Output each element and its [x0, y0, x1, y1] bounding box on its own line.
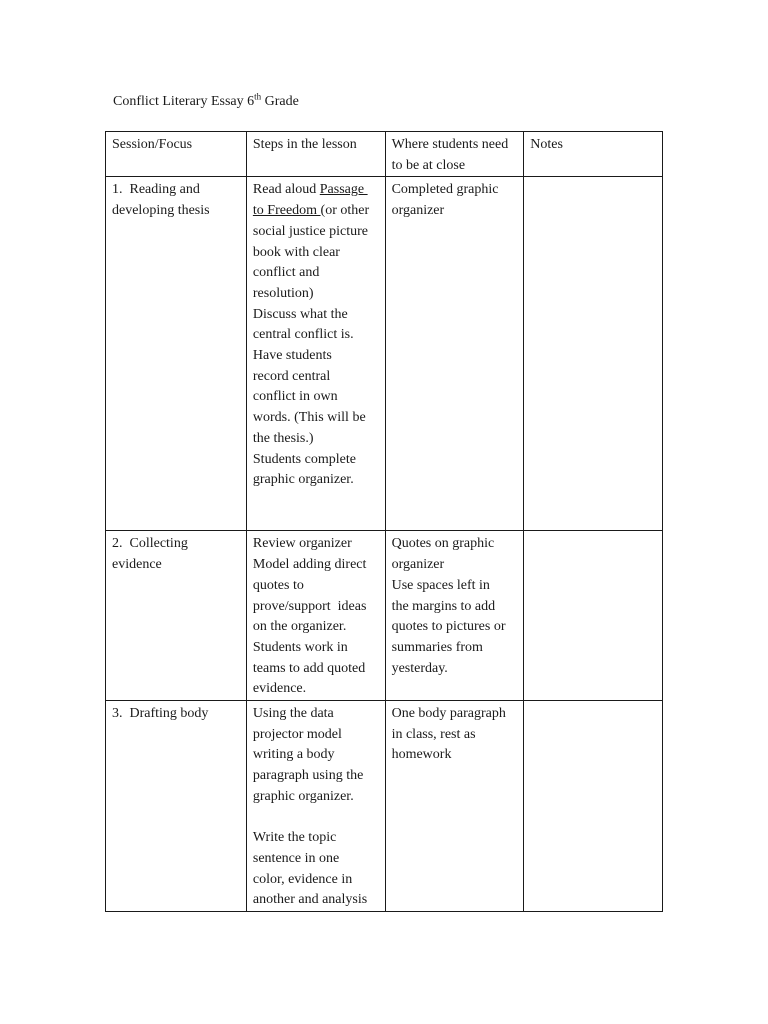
header-session-focus [106, 132, 247, 177]
header-close-line: Where students need [391, 137, 509, 152]
steps-line: teams to add quoted [252, 660, 366, 676]
table-row [106, 701, 663, 912]
steps-cell [246, 177, 385, 531]
steps-line: resolution) [252, 285, 314, 301]
close-line: organizer [391, 557, 445, 573]
session-line: evidence [112, 557, 162, 573]
close-line: summaries from [391, 639, 483, 655]
header-session-focus-text: Session/Focus [112, 137, 193, 152]
close-cell [385, 177, 524, 531]
steps-line: graphic organizer. [252, 472, 354, 488]
header-steps [246, 132, 385, 177]
header-notes [524, 132, 663, 177]
steps-line: another and analysis [252, 892, 368, 908]
session-line: 2. Collecting [112, 536, 188, 552]
close-cell [385, 531, 524, 701]
steps-line: color, evidence in [252, 871, 353, 887]
steps-line: the thesis.) [252, 430, 314, 446]
header-close [385, 132, 524, 177]
session-cell [106, 701, 247, 912]
steps-line: conflict and [252, 265, 320, 281]
close-line: yesterday. [391, 660, 448, 676]
title-suffix: Grade [261, 94, 299, 109]
steps-line: prove/support ideas [252, 598, 367, 614]
steps-line: Using the data [252, 706, 334, 722]
steps-line [253, 180, 381, 201]
session-cell [106, 531, 247, 701]
steps-line: Model adding direct [252, 557, 367, 573]
close-line: Use spaces left in [391, 577, 490, 593]
table-row [106, 531, 663, 701]
steps-line: graphic organizer. [252, 788, 354, 804]
notes-cell [524, 701, 663, 912]
close-line: in class, rest as [391, 726, 476, 742]
title-text: Conflict Literary Essay 6 [113, 94, 255, 109]
close-line: One body paragraph [391, 706, 506, 722]
steps-line: words. (This will be [252, 410, 366, 426]
close-cell [385, 701, 524, 912]
close-line: Completed graphic [391, 182, 499, 198]
table-header-row [106, 132, 663, 177]
close-line: Quotes on graphic [391, 536, 495, 552]
notes-cell [524, 177, 663, 531]
header-close-line: to be at close [391, 157, 466, 173]
steps-line [253, 808, 381, 829]
document-title [113, 92, 299, 112]
steps-line: book with clear [252, 244, 340, 260]
table-row [106, 177, 663, 531]
session-cell [106, 177, 247, 531]
steps-line: writing a body [252, 747, 335, 763]
steps-line: Students complete [252, 451, 356, 467]
steps-cell [246, 531, 385, 701]
steps-line: central conflict is. [252, 327, 354, 343]
steps-line: evidence. [252, 681, 307, 697]
session-line: developing thesis [112, 203, 210, 219]
steps-text: (or other [320, 203, 370, 219]
close-line: organizer [391, 203, 445, 219]
close-line: quotes to pictures or [391, 619, 506, 635]
header-notes-text: Notes [530, 137, 563, 152]
steps-text: Read aloud [252, 182, 320, 198]
steps-line: Discuss what the [252, 306, 348, 322]
steps-line: sentence in one [252, 850, 340, 866]
session-line: 3. Drafting body [112, 706, 209, 722]
steps-line: social justice picture [252, 223, 368, 239]
steps-line: Students work in [252, 639, 348, 655]
title-superscript: th [254, 91, 262, 102]
steps-line: Have students [252, 348, 332, 364]
steps-line: record central [252, 368, 331, 384]
steps-line [253, 201, 381, 222]
lesson-plan-table [105, 131, 663, 912]
steps-line: paragraph using the [252, 768, 364, 784]
steps-line: conflict in own [252, 389, 338, 405]
book-title: to Freedom [252, 203, 321, 219]
close-line: homework [391, 747, 452, 763]
book-title: Passage [319, 182, 368, 198]
steps-line: quotes to [252, 577, 304, 593]
close-line: the margins to add [391, 598, 496, 614]
steps-cell [246, 701, 385, 912]
session-line: 1. Reading and [112, 182, 200, 198]
header-steps-text: Steps in the lesson [252, 137, 357, 152]
steps-line: Write the topic [252, 830, 337, 846]
steps-line: projector model [252, 726, 342, 742]
notes-cell [524, 531, 663, 701]
steps-line: Review organizer [252, 536, 352, 552]
steps-line: on the organizer. [252, 619, 347, 635]
